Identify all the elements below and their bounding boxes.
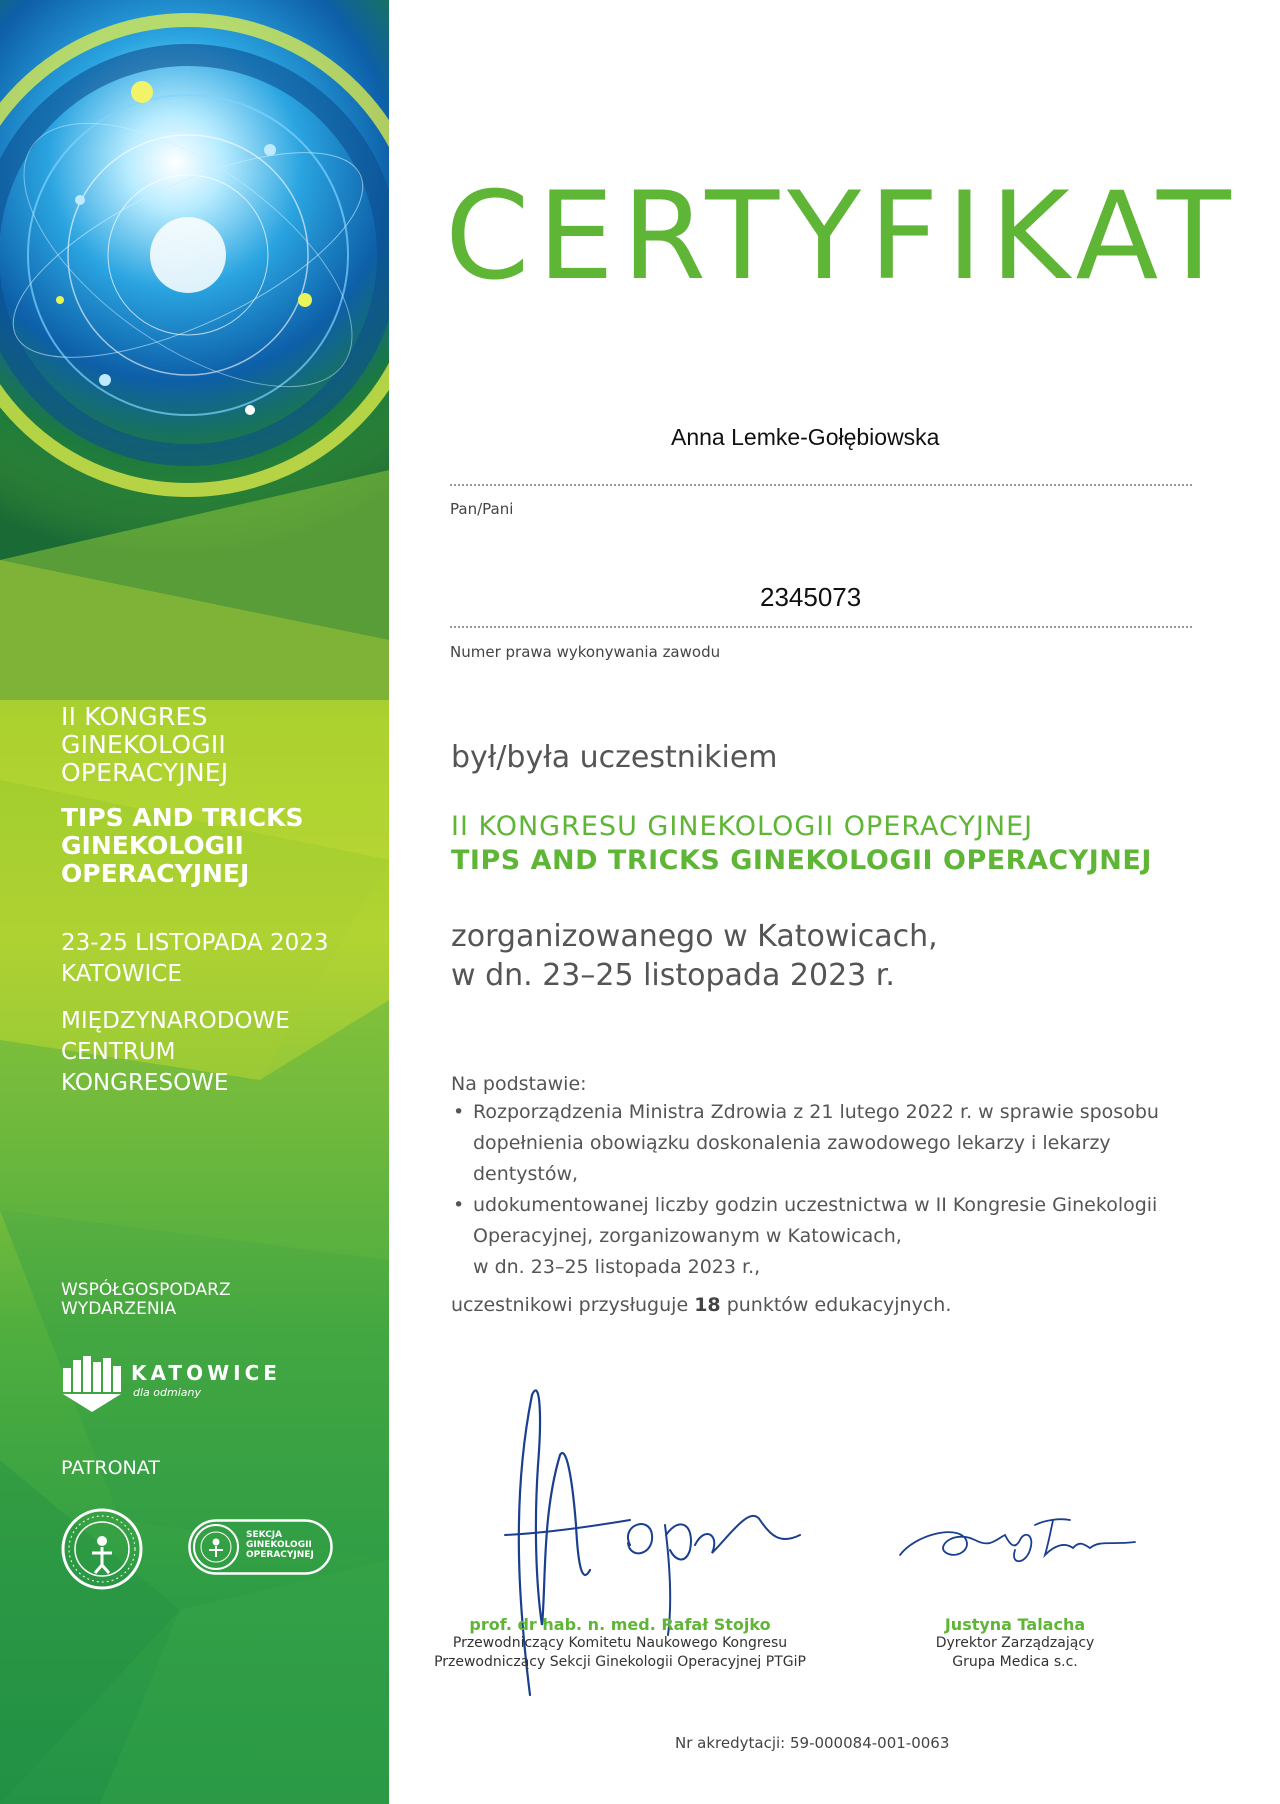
sidebar-tips-line: TIPS AND TRICKS xyxy=(61,803,304,832)
signer-role: Przewodniczący Komitetu Naukowego Kongresu xyxy=(452,1635,788,1651)
signer-talacha xyxy=(905,1615,1125,1672)
basis-item-line: Operacyjnej, zorganizowanym w Katowicach, xyxy=(473,1225,902,1247)
sidebar-cohost-line: WSPÓŁGOSPODARZ xyxy=(61,1280,231,1300)
sidebar-cohost-line: WYDARZENIA xyxy=(61,1299,177,1319)
sidebar-venue xyxy=(61,1006,290,1099)
certificate-title: CERTYFIKAT xyxy=(445,166,1239,307)
accreditation-number: Nr akredytacji: 59-000084-001-0063 xyxy=(675,1734,950,1752)
sidebar-congress-name xyxy=(61,703,228,787)
signer-name: Justyna Talacha xyxy=(944,1615,1086,1634)
signer-name: prof. dr hab. n. med. Rafał Stojko xyxy=(469,1615,771,1634)
basis-item-line: w dn. 23–25 listopada 2023 r., xyxy=(473,1256,761,1278)
sidebar-congress-line: II KONGRES xyxy=(61,702,208,731)
basis-label: Na podstawie: xyxy=(451,1073,587,1095)
basis-item-line: dentystów, xyxy=(473,1163,579,1185)
basis-item xyxy=(451,1190,1211,1283)
basis-item-line: • udokumentowanej liczby godzin uczestnictwa w II Kongresie Ginekologii xyxy=(473,1194,1158,1216)
participant-statement: był/była uczestnikiem xyxy=(451,740,778,775)
congress-name: II KONGRESU GINEKOLOGII OPERACYJNEJ xyxy=(451,811,1034,842)
organized-line: zorganizowanego w Katowicach, xyxy=(451,919,938,954)
section-seal-line: SEKCJA xyxy=(246,1530,283,1540)
basis-list xyxy=(451,1097,1211,1283)
sidebar-cohost-label xyxy=(61,1281,231,1319)
ptgip-seal-icon xyxy=(60,1507,144,1591)
section-seal-line: GINEKOLOGII xyxy=(246,1540,312,1550)
points-prefix: uczestnikowi przysługuje xyxy=(451,1294,689,1316)
katowice-logo-tagline: dla odmiany xyxy=(133,1386,201,1399)
sidebar-dates: 23-25 LISTOPADA 2023 xyxy=(61,930,329,956)
points-suffix: punktów edukacyjnych. xyxy=(726,1294,952,1316)
sidebar-venue-line: KONGRESOWE xyxy=(61,1070,229,1096)
sidebar-patronage-label: PATRONAT xyxy=(61,1457,160,1479)
points-value: 18 xyxy=(694,1294,721,1316)
sidebar-event-dates xyxy=(61,928,329,990)
licence-dotted-line xyxy=(450,626,1192,628)
sidebar-tips-title xyxy=(61,804,303,888)
katowice-logo-icon xyxy=(61,1354,125,1414)
signature-talacha-icon xyxy=(895,1510,1140,1570)
organized-date-line: w dn. 23–25 listopada 2023 r. xyxy=(451,958,895,993)
section-seal-label xyxy=(246,1530,314,1560)
sidebar-congress-line: OPERACYJNEJ xyxy=(61,758,229,787)
decorative-side-panel xyxy=(0,0,389,1804)
signer-stojko xyxy=(430,1615,810,1672)
licence-number: 2345073 xyxy=(760,582,862,612)
licence-label: Numer prawa wykonywania zawodu xyxy=(450,643,721,661)
congress-subtitle: TIPS AND TRICKS GINEKOLOGII OPERACYJNEJ xyxy=(451,845,1152,876)
participant-name: Anna Lemke-Gołębiowska xyxy=(671,424,940,450)
sidebar-tips-line: OPERACYJNEJ xyxy=(61,859,250,888)
basis-item xyxy=(451,1097,1211,1190)
points-statement xyxy=(451,1294,951,1316)
signer-role: Grupa Medica s.c. xyxy=(952,1654,1078,1670)
sidebar-venue-line: CENTRUM xyxy=(61,1039,176,1065)
signer-role: Dyrektor Zarządzający xyxy=(935,1635,1095,1651)
sidebar-city: KATOWICE xyxy=(61,961,182,987)
katowice-logo-text: KATOWICE xyxy=(131,1361,281,1385)
section-seal-line: OPERACYJNEJ xyxy=(246,1550,314,1560)
sidebar-tips-line: GINEKOLOGII xyxy=(61,831,244,860)
sidebar-congress-line: GINEKOLOGII xyxy=(61,730,226,759)
basis-item-line: • Rozporządzenia Ministra Zdrowia z 21 lutego 2022 r. w sprawie sposobu xyxy=(473,1101,1159,1123)
basis-item-line: dopełnienia obowiązku doskonalenia zawodowego lekarzy i lekarzy xyxy=(473,1132,1111,1154)
name-dotted-line xyxy=(450,484,1192,486)
sidebar-venue-line: MIĘDZYNARODOWE xyxy=(61,1008,290,1034)
signer-role: Przewodniczący Sekcji Ginekologii Operacyjnej PTGiP xyxy=(434,1654,806,1670)
name-label: Pan/Pani xyxy=(450,500,514,518)
